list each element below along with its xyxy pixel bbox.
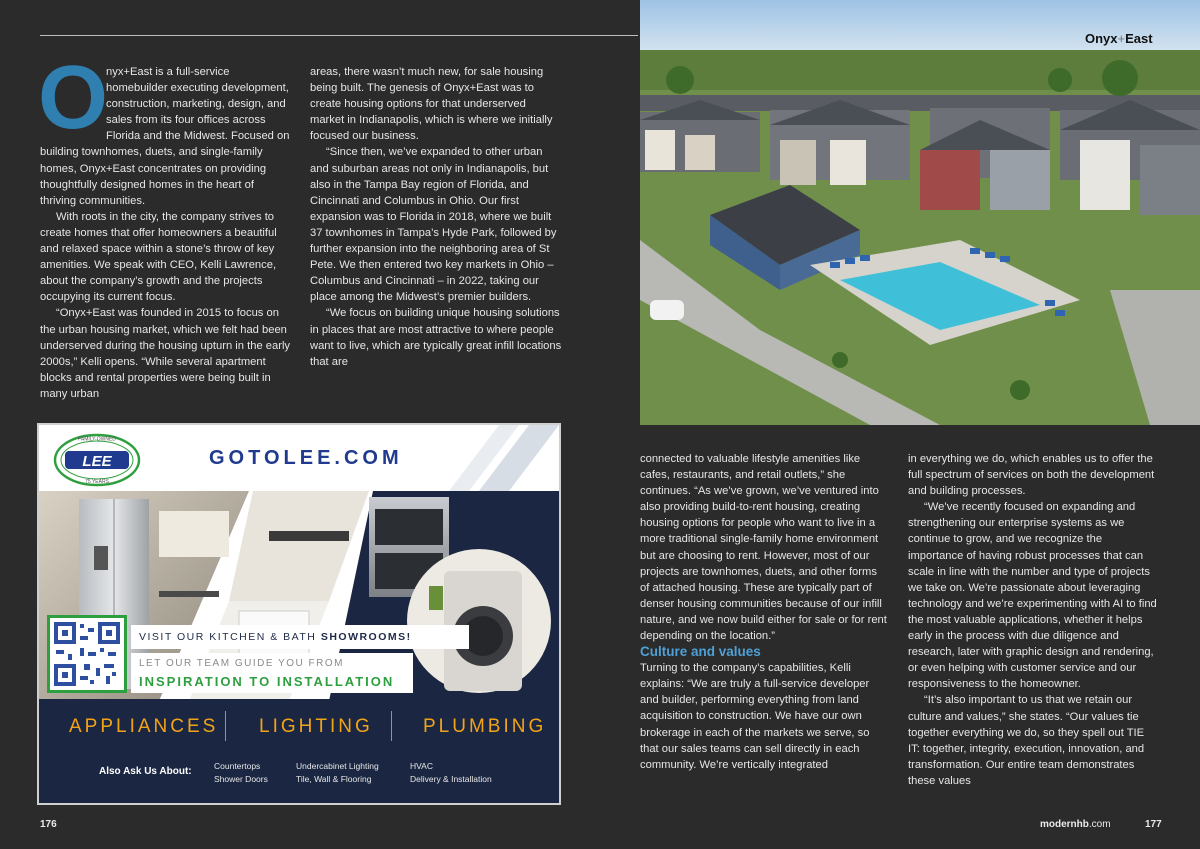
guide-line-1: LET OUR TEAM GUIDE YOU FROM	[139, 658, 344, 669]
paragraph: Turning to the company’s capabilities, Kelli explains: “We are truly a full-service developer and builder, performing everything from land acquisition to construction. We have our own brokerage in each of the markets we serve, so that our sales teams can sell directly in each community. We’re vertically integrated	[640, 662, 870, 771]
divider	[391, 711, 392, 741]
paragraph: “Since then, we’ve expanded to other urban and suburban areas not only in Indianapolis, but also in the Tampa Bay region of Florida, and Cincinnati and Columbus in Ohio. Our first expansion was to Florida in 2018, where we built 37 townhomes in Tampa’s Hyde Park, followed by further expansion into the neighboring area of St Pete. We then entered two key markets in Ohio – Columbus and Cincinnati – in 2022, taking our place among the Midwest’s premier builders.	[310, 146, 557, 304]
ad-stripes	[429, 425, 559, 491]
header-rule	[40, 35, 638, 36]
section-heading: Culture and values	[640, 644, 761, 660]
lee-advertisement[interactable]	[37, 423, 561, 805]
category-lighting: LIGHTING	[259, 716, 373, 737]
paragraph: “We’ve recently focused on expanding and strengthening our enterprise systems as we continue to grow, and we recognize the importance of having robust processes that can scale in line with the number and type of projects we take on. We’re passionate about leveraging technology and we’re experimenting with AI to find the most valuable applications, whether it helps early in the process with due diligence and research, later with graphic design and rendering, or even helping with customer service and our responsiveness to the homeowner.	[908, 501, 1157, 691]
service-list-2: Undercabinet Lighting Tile, Wall & Flooring	[296, 761, 379, 784]
qr-icon	[50, 618, 124, 690]
lee-logo	[53, 433, 141, 487]
paragraph: “Onyx+East was founded in 2015 to focus on the urban housing market, which we felt had been underserved during the housing upturn in the early 2000s,” Kelli opens. “While several apartment blocks and rental properties were being built in many urban	[40, 307, 291, 400]
service-list-1: Countertops Shower Doors	[214, 761, 268, 784]
svg-text:LEE: LEE	[82, 453, 112, 470]
ad-url[interactable]: GOTOLEE.COM	[209, 447, 403, 469]
site-url[interactable]: modernhb.com	[1040, 819, 1111, 830]
guide-line-2: INSPIRATION TO INSTALLATION	[139, 674, 395, 689]
svg-text:FAMILY-OWNED: FAMILY-OWNED	[78, 436, 116, 443]
category-appliances: APPLIANCES	[69, 716, 219, 737]
paragraph: “It’s also important to us that we retain our culture and values,” she states. “Our values tie together everything we do, so they spell out TIE IT: together, integrity, execution, innovation, and transformation. Our entire team demonstrates these values	[908, 694, 1145, 787]
article-column-3	[640, 451, 888, 773]
ad-footer	[39, 699, 559, 803]
also-ask-label: Also Ask Us About:	[99, 766, 192, 777]
paragraph: in everything we do, which enables us to offer the full spectrum of services on both the development and building processes.	[908, 453, 1155, 498]
paragraph: “We focus on building unique housing solutions in places that are most attractive to where people want to live, which are typically great infill locations that are	[310, 307, 562, 368]
divider	[225, 711, 226, 741]
page-number-left: 176	[40, 819, 57, 830]
article-column-4	[908, 451, 1158, 789]
onyx-east-logo: Onyx+East	[1085, 31, 1153, 46]
service-list-3: HVAC Delivery & Installation	[410, 761, 492, 784]
paragraph: areas, there wasn’t much new, for sale housing being built. The genesis of Onyx+East was to create housing options for that underserved market in Indianapolis, which is where we initially focused our business.	[310, 66, 553, 143]
ad-header	[39, 425, 559, 491]
paragraph: connected to valuable lifestyle amenities like cafes, restaurants, and retail outlets,” she continues. “As we’ve grown, we’ve ventured into also providing build-to-rent housing, creating housing options for people who want to live in a more traditional single-family home environment but are choosing to rent. However, most of our projects are townhomes, duets, and other forms of attached housing. These are typically part of denser housing communities because of our infill nature, and we now build either for sale or for rent depending on the location.”	[640, 453, 887, 643]
right-page	[640, 0, 1200, 849]
category-plumbing: PLUMBING	[423, 716, 547, 737]
article-column-1	[38, 48, 292, 402]
drop-cap: O	[38, 48, 109, 148]
page-number-right: 177	[1145, 819, 1162, 830]
qr-code[interactable]	[47, 615, 127, 693]
article-column-2	[310, 64, 562, 370]
neighborhood-image	[640, 0, 1200, 425]
aerial-neighborhood-photo	[640, 0, 1200, 425]
paragraph: With roots in the city, the company strives to create homes that offer homeowners a beautiful and relaxed space within a stone’s throw of key amenities. We speak with CEO, Kelli Lawrence, about the company’s growth and the projects occupying its current focus.	[40, 210, 277, 304]
svg-text:75 YEARS: 75 YEARS	[85, 479, 109, 485]
showroom-text: VISIT OUR KITCHEN & BATH SHOWROOMS!	[139, 631, 412, 643]
intro-paragraph: O nyx+East is a full-service homebuilder executing development, construction, marketing, design, and sales from its four offices across Florida and the Midwest. Focused on building townhomes, duets, and single-family homes, Onyx+East concentrates on providing thoughtfully designed homes in the heart of thriving communities.	[38, 48, 290, 207]
